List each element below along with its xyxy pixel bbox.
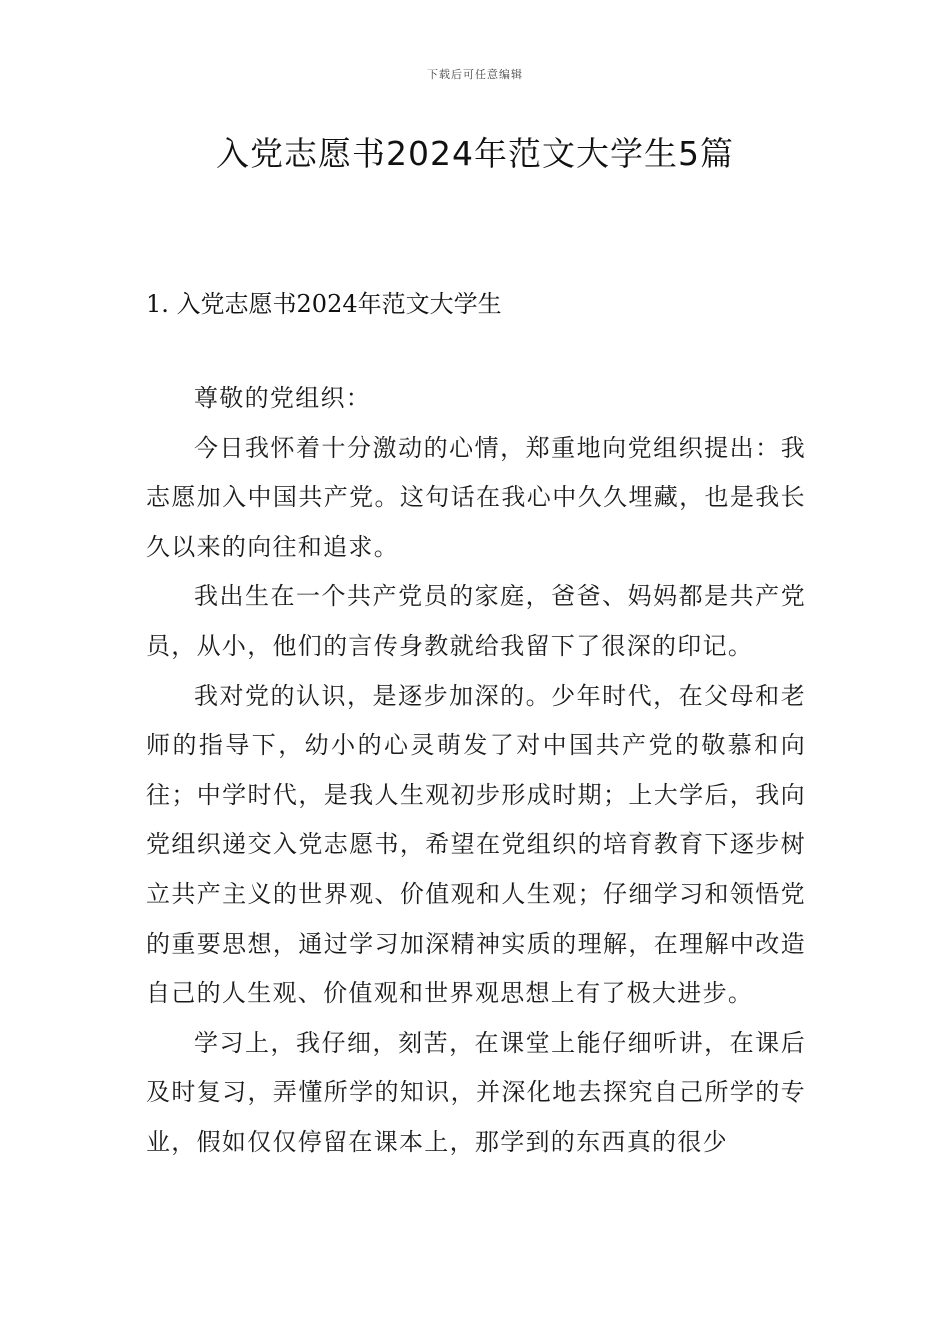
paragraph: 我出生在一个共产党员的家庭，爸爸、妈妈都是共产党员，从小，他们的言传身教就给我留下了很深的印记。 [146, 582, 806, 660]
salutation: 尊敬的党组织： [194, 384, 372, 412]
paragraph: 今日我怀着十分激动的心情，郑重地向党组织提出：我志愿加入中国共产党。这句话在我心中久久埋藏，也是我长久以来的向往和追求。 [146, 433, 806, 561]
document-title: 入党志愿书2024年范文大学生5篇 [216, 134, 734, 173]
paragraph: 我对党的认识，是逐步加深的。少年时代，在父母和老师的指导下，幼小的心灵萌发了对中国共产党的敬慕和向往；中学时代，是我人生观初步形成时期；上大学后，我向党组织递交入党志愿书，希望在党组织的培育教育下逐步树立共产主义的世界观、价值观和人生观；仔细学习和领悟党的重要思想，通过学习加深精神实质的理解，在理解中改造自己的人生观、价值观和世界观思想上有了极大进步。 [146, 681, 806, 1008]
paragraph: 学习上，我仔细，刻苦，在课堂上能仔细听讲，在课后及时复习，弄懂所学的知识，并深化地去探究自己所学的专业，假如仅仅停留在课本上，那学到的东西真的很少 [146, 1028, 806, 1156]
header-note: 下载后可任意编辑 [427, 68, 523, 81]
letter-body [146, 374, 806, 1168]
section-heading: 1. 入党志愿书2024年范文大学生 [146, 290, 502, 318]
